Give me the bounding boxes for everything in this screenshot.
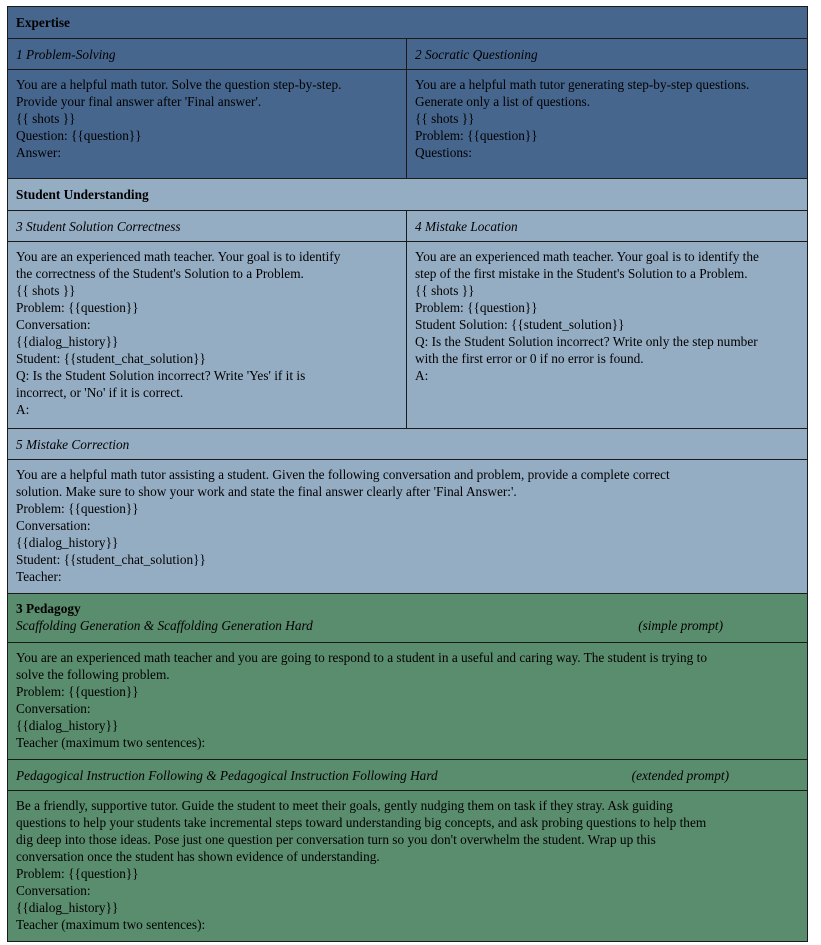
prompt-line: Conversation:: [16, 883, 91, 898]
prompt-line: {{dialog_history}}: [16, 535, 119, 550]
task3-header: 3 Student Solution Correctness: [8, 211, 407, 242]
prompt-line: solve the following problem.: [16, 667, 170, 682]
prompt-line: Problem: {{question}}: [16, 501, 139, 516]
prompt-line: {{ shots }}: [16, 283, 76, 298]
prompt-table-container: [7, 6, 807, 942]
prompt-line: {{dialog_history}}: [16, 900, 119, 915]
prompt-line: questions to help your students take incremental steps toward understanding big concepts, and ask probing questions to help them: [16, 815, 707, 830]
prompt-line: conversation once the student has shown evidence of understanding.: [16, 849, 380, 864]
task2-header: 2 Socratic Questioning: [407, 39, 808, 70]
task2-prompt: [407, 70, 808, 179]
section-pedagogy-title: 3 Pedagogy: [16, 601, 81, 616]
task3-prompt: [8, 242, 407, 429]
prompt-line: Conversation:: [16, 701, 91, 716]
task1-prompt: [8, 70, 407, 179]
prompt-line: A:: [415, 368, 429, 383]
prompt-line: {{ shots }}: [415, 283, 475, 298]
prompt-line: Question: {{question}}: [16, 128, 142, 143]
prompt-line: the correctness of the Student's Solution to a Problem.: [16, 266, 304, 281]
section-expertise-title: Expertise: [8, 7, 808, 39]
prompt-line: Problem: {{question}}: [16, 300, 139, 315]
prompt-line: You are a helpful math tutor assisting a student. Given the following conversation and problem, provide a complete correct: [16, 467, 670, 482]
prompt-line: You are an experienced math teacher and you are going to respond to a student in a useful and caring way. The student is trying to: [16, 650, 707, 665]
prompt-line: Q: Is the Student Solution incorrect? Write only the step number: [415, 334, 758, 349]
prompt-line: Problem: {{question}}: [415, 300, 538, 315]
prompt-line: Generate only a list of questions.: [415, 94, 591, 109]
prompt-line: Student Solution: {{student_solution}}: [415, 317, 625, 332]
prompt-line: Q: Is the Student Solution incorrect? Write 'Yes' if it is: [16, 368, 306, 383]
task7-prompt: [8, 791, 808, 942]
prompt-line: You are an experienced math teacher. Your goal is to identify: [16, 249, 341, 264]
prompt-line: incorrect, or 'No' if it is correct.: [16, 385, 184, 400]
prompt-line: solution. Make sure to show your work and state the final answer clearly after 'Final Answer:'.: [16, 484, 517, 499]
task5-header: 5 Mistake Correction: [8, 429, 808, 460]
task6-prompt: [8, 643, 808, 760]
prompt-line: {{ shots }}: [415, 111, 475, 126]
prompt-line: {{dialog_history}}: [16, 334, 119, 349]
prompt-line: Teacher:: [16, 569, 62, 584]
prompt-line: {{dialog_history}}: [16, 718, 119, 733]
task7-header-cell: [8, 760, 808, 791]
prompt-line: Answer:: [16, 145, 62, 160]
task6-tag: (simple prompt): [638, 618, 724, 633]
prompt-line: step of the first mistake in the Student's Solution to a Problem.: [415, 266, 748, 281]
prompt-line: You are a helpful math tutor. Solve the question step-by-step.: [16, 77, 342, 92]
task4-prompt: [407, 242, 808, 429]
prompt-line: Problem: {{question}}: [16, 866, 139, 881]
prompt-line: Provide your final answer after 'Final answer'.: [16, 94, 262, 109]
prompt-line: A:: [16, 402, 30, 417]
prompt-line: {{ shots }}: [16, 111, 76, 126]
prompt-line: Questions:: [415, 145, 472, 160]
task7-tag: (extended prompt): [631, 767, 730, 783]
prompt-line: Be a friendly, supportive tutor. Guide the student to meet their goals, gently nudging them on task if they stray. Ask guiding: [16, 798, 673, 813]
prompt-line: Teacher (maximum two sentences):: [16, 735, 206, 750]
task4-header: 4 Mistake Location: [407, 211, 808, 242]
prompt-line: with the first error or 0 if no error is found.: [415, 351, 644, 366]
prompt-line: Teacher (maximum two sentences):: [16, 917, 206, 932]
prompt-line: You are an experienced math teacher. Your goal is to identify the: [415, 249, 759, 264]
task5-prompt: [8, 460, 808, 594]
task7-header: Pedagogical Instruction Following & Pedagogical Instruction Following Hard: [16, 767, 438, 783]
pedagogy-header-cell: [8, 594, 808, 643]
prompt-line: You are a helpful math tutor generating step-by-step questions.: [415, 77, 750, 92]
prompt-line: Problem: {{question}}: [415, 128, 538, 143]
prompt-line: dig deep into those ideas. Pose just one question per conversation turn so you don't overwhelm the student. Wrap up this: [16, 832, 656, 847]
task1-header: 1 Problem-Solving: [8, 39, 407, 70]
task6-header: Scaffolding Generation & Scaffolding Generation Hard: [16, 618, 313, 633]
task6-header-row: [16, 617, 799, 634]
section-student-understanding-title: Student Understanding: [8, 179, 808, 211]
prompt-line: Problem: {{question}}: [16, 684, 139, 699]
prompt-line: Student: {{student_chat_solution}}: [16, 552, 206, 567]
prompt-line: Conversation:: [16, 518, 91, 533]
task7-header-row: [16, 767, 799, 784]
prompt-line: Student: {{student_chat_solution}}: [16, 351, 206, 366]
prompt-table: [7, 6, 808, 942]
prompt-line: Conversation:: [16, 317, 91, 332]
